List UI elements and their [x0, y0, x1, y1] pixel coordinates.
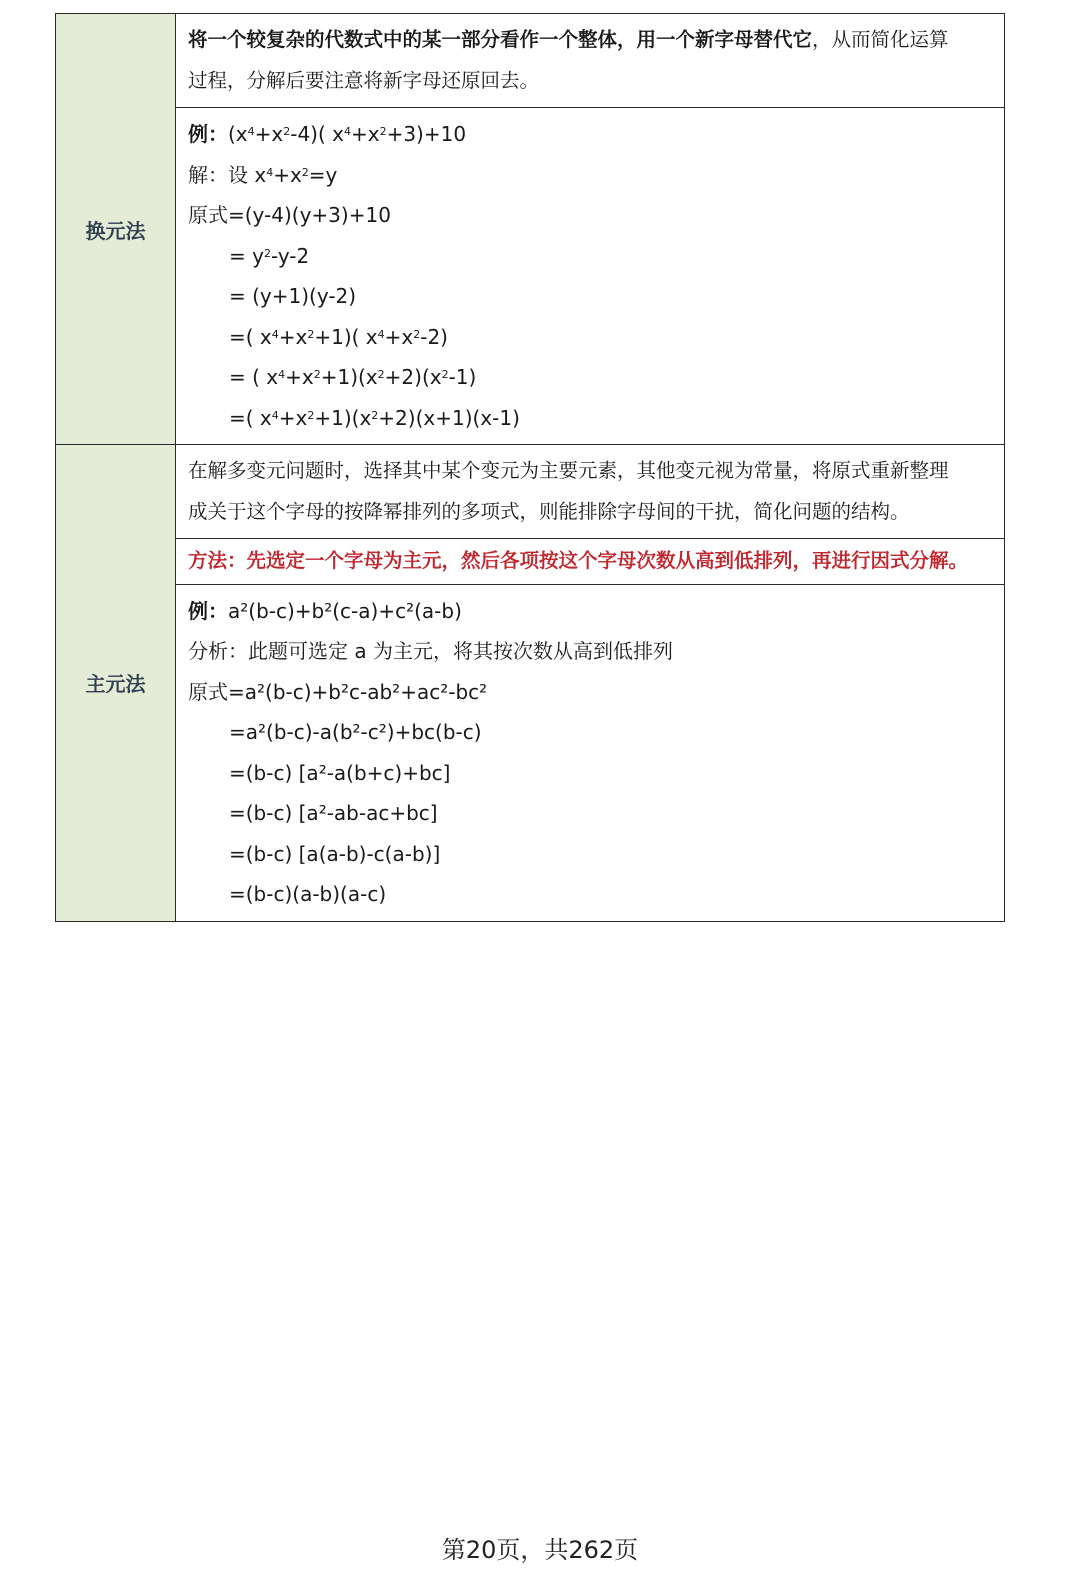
main-element-step: =(b-c) [a²-ab-ac+bc]	[229, 801, 438, 825]
substitution-example-prefix: 例：	[188, 122, 228, 146]
substitution-step: = (y+1)(y-2)	[229, 284, 357, 308]
method-table	[55, 13, 1005, 922]
main-element-method-text: 方法：先选定一个字母为主元，然后各项按这个字母次数从高到低排列，再进行因式分解。	[188, 549, 969, 572]
substitution-step: = $y^2-y-2$	[229, 243, 310, 268]
substitution-step: = ( $x^4+x^2+1)(x^2+2)(x^2-1)$	[229, 365, 477, 389]
main-element-example	[176, 584, 1005, 921]
main-element-example-expr: a²(b-c)+b²(c-a)+c²(a-b)	[228, 598, 462, 623]
substitution-step: =( $x^4+x^2+1)(x^2+2)(x+1)(x-1)$	[229, 405, 520, 430]
substitution-example	[176, 108, 1005, 445]
substitution-desc-line2: 过程，分解后要注意将新字母还原回去。	[188, 68, 540, 92]
substitution-solution-intro: 解：设 $x^4+x^2=y$	[188, 162, 338, 187]
substitution-example-line: 例：$(x^4+x^2-4)$( $x^4+x^2+3)+10$	[188, 122, 467, 146]
main-element-desc-line1: 在解多变元问题时，选择其中某个变元为主要元素，其他变元视为常量，将原式重新整理	[188, 459, 949, 482]
main-element-step: =(b-c) [a(a-b)-c(a-b)]	[229, 841, 441, 866]
main-element-step: =(b-c) [a²-a(b+c)+bc]	[229, 760, 451, 785]
main-element-desc-line2: 成关于这个字母的按降幂排列的多项式，则能排除字母间的干扰，简化问题的结构。	[188, 499, 910, 523]
substitution-step: 原式=(y-4)(y+3)+10	[188, 203, 391, 227]
substitution-desc-rest: ，从而简化运算	[812, 28, 949, 51]
main-element-example-prefix: 例：	[188, 598, 228, 623]
main-element-step: 原式=a²(b-c)+b²c-ab²+ac²-bc²	[188, 679, 488, 704]
main-element-step: =(b-c)(a-b)(a-c)	[229, 882, 387, 906]
substitution-description	[176, 14, 1005, 108]
substitution-step: =( $x^4+x^2+1$)( $x^4+x^2-2$)	[229, 324, 448, 349]
main-element-method	[176, 539, 1005, 585]
main-element-description	[176, 445, 1005, 539]
method-label-substitution: 换元法	[56, 14, 176, 445]
main-element-step: =a²(b-c)-a(b²-c²)+bc(b-c)	[229, 720, 482, 744]
main-element-analysis: 分析：此题可选定 a 为主元，将其按次数从高到低排列	[188, 639, 673, 663]
method-label-main-element: 主元法	[56, 445, 176, 922]
substitution-desc-bold: 将一个较复杂的代数式中的某一部分看作一个整体，用一个新字母替代它	[188, 28, 813, 51]
page-number-footer: 第20页，共262页	[441, 1536, 639, 1564]
